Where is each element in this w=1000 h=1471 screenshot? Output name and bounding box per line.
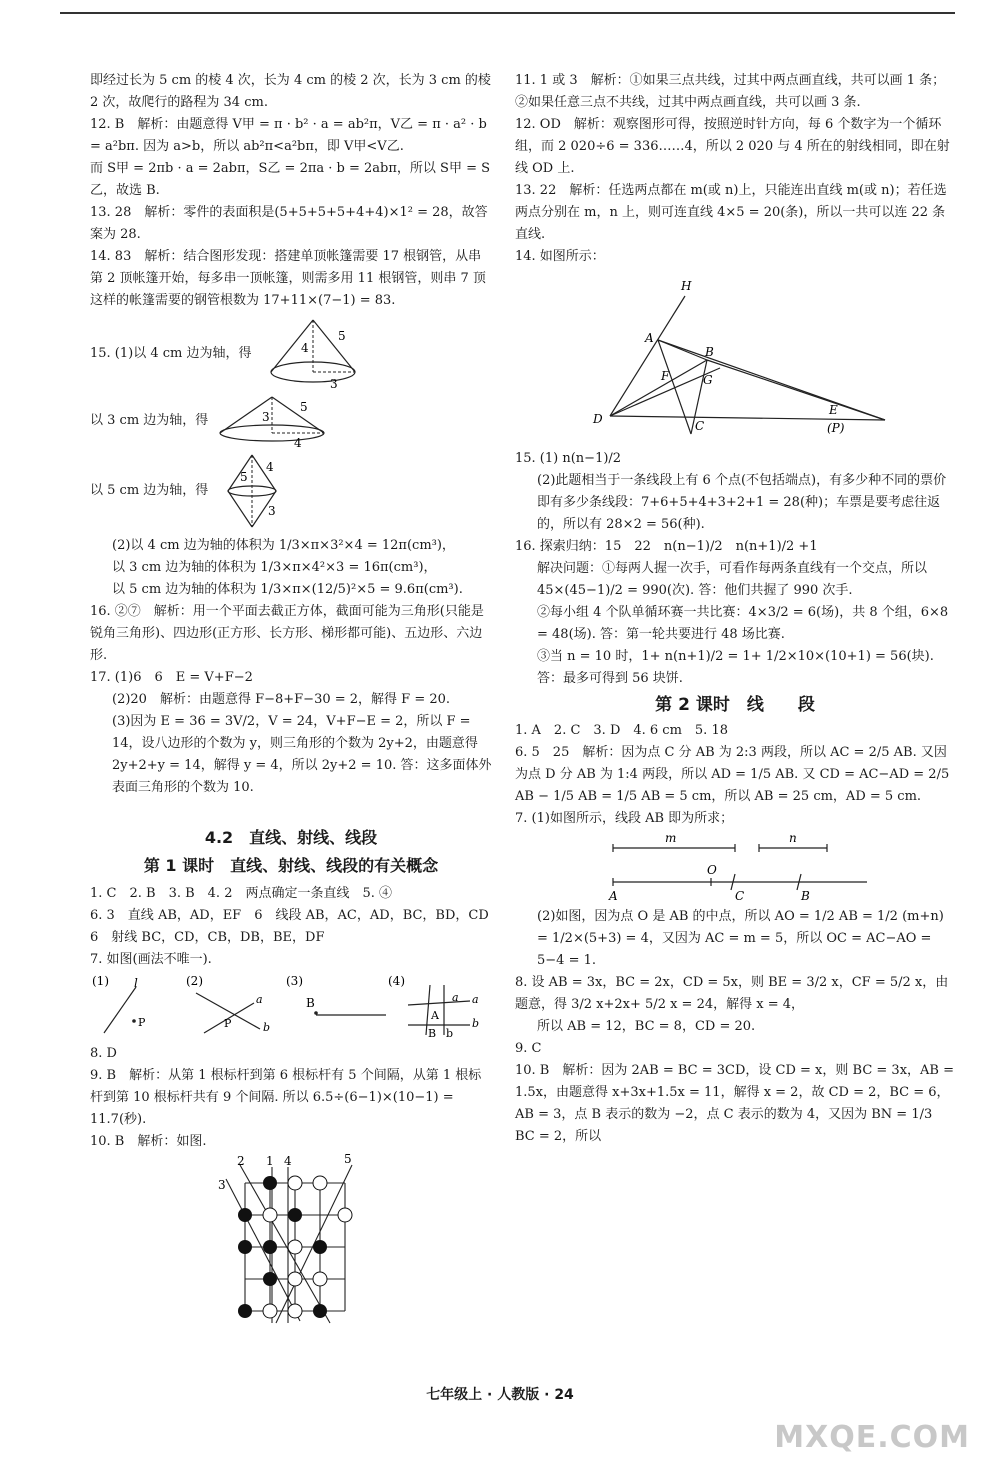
cone1-label-radius: 3 — [329, 377, 338, 391]
point-H: H — [681, 279, 692, 293]
geometry-figure — [515, 268, 955, 448]
answer-r14: 14. 如图所示： — [515, 249, 605, 264]
point-C: C — [695, 419, 705, 433]
lesson-title: 第 1 课时 直线、射线、线段的有关概念 — [143, 856, 439, 875]
answer-r12: 12. OD 解析：观察图形可得，按照逆时针方向，每 6 个数字为一个循环组，而 2 020÷6 = 336……4，所以 2 020 与 4 所在的射线相同，即在射线 OD 上. — [515, 117, 950, 176]
fig7-label-4: (4) — [388, 974, 405, 988]
section-title: 4.2 直线、射线、线段 — [204, 828, 378, 847]
answer-17-2: (2)20 解析：由题意得 F−8+F−30 = 2，解得 F = 20. — [112, 692, 451, 707]
fig7-label-b-point: B — [306, 996, 315, 1010]
answer-r11: 11. 1 或 3 解析：①如果三点共线，过其中两点画直线，共可以画 1 条；②如果任意三点不共线，过其中两点画直线，共可以画 3 条. — [515, 73, 946, 110]
fig7-label-2: (2) — [186, 974, 203, 988]
grid-label-1: 1 — [266, 1154, 274, 1168]
fig7-label-a1: a — [256, 993, 263, 1006]
answer-8: 8. D — [90, 1046, 117, 1061]
fig7-label-B: B — [428, 1027, 437, 1039]
fig7-label-A: A — [431, 1009, 439, 1022]
answer-15-volume-2: 以 3 cm 边为轴的体积为 1/3×π×4²×3 = 16π(cm³)， — [112, 560, 437, 575]
answer-13: 13. 28 解析：零件的表面积是(5+5+5+5+4+4)×1² = 28，故答案为 28. — [90, 205, 488, 242]
point-P: (P) — [827, 421, 845, 435]
cone3-label-axis: 5 — [240, 470, 248, 484]
answer-15-volume-3: 以 5 cm 边为轴的体积为 1/3×π×(12/5)²×5 = 9.6π(cm³). — [112, 582, 463, 597]
answer-r15-1: 15. (1) n(n−1)/2 — [515, 451, 622, 466]
grid-label-2: 2 — [237, 1154, 245, 1168]
answer-7: 7. 如图(画法不唯一). — [90, 952, 212, 967]
fig7-label-p1: P — [138, 1016, 146, 1029]
fig7-label-b3: b — [446, 1027, 454, 1039]
answer-17-1: 17. (1)6 6 E = V+F−2 — [90, 670, 253, 685]
point-B: B — [705, 345, 714, 359]
answer-r6: 6. 5 25 解析：因为点 C 分 AB 为 2:3 两段，所以 AC = 2/5 AB. 又因为点 D 分 AB 为 1:4 两段，所以 AD = 1/5 AB. 又 CD = AC−AD = 2/5 AB − 1/5 AB = 1/5 AB = 5 cm，所以 AB = 25 cm，AD = 5 cm. — [515, 745, 950, 804]
answer-r16-2: 解决问题：①每两人握一次手，可看作每两条直线有一个交点，所以 45×(45−1)/2 = 990(次). 答：他们共握了 990 次手. — [537, 561, 928, 598]
cone-figure-2 — [214, 391, 334, 451]
answer-6: 6. 3 直线 AB，AD，EF 6 线段 AB，AC，AD，BC，BD，CD 6 射线 BC，CD，CB，DB，BE，DF — [90, 908, 502, 945]
grid-label-5: 5 — [344, 1153, 352, 1166]
answer-r15-2: (2)此题相当于一条线段上有 6 个点(不包括端点)，有多少种不同的票价即有多少条线段：7+6+5+4+3+2+1 = 28(种)；车票是要考虑往返的，所以有 28×2 = 56(种). — [537, 473, 947, 532]
answer-15-2: 以 3 cm 边为轴，得 — [90, 413, 209, 428]
cone2-label-height: 3 — [262, 410, 270, 424]
answer-10: 10. B 解析：如图. — [90, 1134, 207, 1149]
answer-r16-3: ②每小组 4 个队单循环赛一共比赛：4×3/2 = 6(场)，共 8 个组，6×8 = 48(场). 答：第一轮共要进行 48 场比赛. — [537, 605, 949, 642]
go-board-figure — [90, 1153, 490, 1338]
point-F: F — [661, 369, 670, 383]
answer-16: 16. ②⑦ 解析：用一个平面去截正方体，截面可能为三角形(只能是锐角三角形)、四边形(正方形、长方形、梯形都可能)、五边形、六边形. — [90, 604, 484, 663]
answers-r1-5: 1. A 2. C 3. D 4. 6 cm 5. 18 — [515, 723, 728, 738]
cone3-label-bottom: 3 — [268, 504, 276, 518]
fig7-label-1: (1) — [92, 974, 109, 988]
cone1-label-height: 4 — [300, 341, 309, 355]
seg-label-O: O — [707, 863, 717, 877]
top-rule — [60, 12, 955, 14]
answer-r8-cont: 所以 AB = 12，BC = 8，CD = 20. — [537, 1019, 756, 1034]
answer-14: 14. 83 解析：结合图形发现：搭建单顶帐篷需要 17 根钢管，从串第 2 顶帐篷开始，每多串一顶帐篷，则需多用 11 根钢管，则串 7 顶这样的帐篷需要的钢管根数为 17+11×(7−1) = 83. — [90, 249, 486, 308]
seg-label-m: m — [665, 831, 677, 845]
answer-17-3: (3)因为 E = 36 = 3V/2，V = 24，V+F−E = 2，所以 F = 14，设八边形的个数为 y，则三角形的个数为 2y+2，由题意得 2y+2+y = 14，解得 y = 4，所以 2y+2 = 10. 答：这多面体外表面三角形的个数为 10. — [112, 714, 492, 795]
right-column — [515, 70, 955, 1148]
answer-12: 12. B 解析：由题意得 V甲 = π · b² · a = ab²π，V乙 = π · a² · b = a²bπ. 因为 a>b，所以 ab²π<a²bπ，即 V甲<V乙. — [90, 117, 487, 154]
double-cone-figure — [214, 451, 294, 531]
answer-12-cont: 而 S甲 = 2πb · a = 2abπ，S乙 = 2πa · b = 2abπ，所以 S甲 = S乙，故选 B. — [90, 161, 491, 198]
cone3-label-top: 4 — [266, 460, 274, 474]
line-drawings-figure — [90, 971, 490, 1039]
watermark: MXQE.COM — [774, 1420, 970, 1455]
answers-1-5: 1. C 2. B 3. B 4. 2 两点确定一条直线 5. ④ — [90, 886, 393, 901]
cone2-label-slant: 5 — [300, 400, 308, 414]
grid-label-3: 3 — [218, 1178, 226, 1192]
cone1-label-slant: 5 — [337, 329, 346, 343]
seg-label-C: C — [735, 889, 745, 903]
segment-figure — [515, 830, 955, 906]
answer-r8: 8. 设 AB = 3x，BC = 2x，CD = 5x，则 BE = 3/2 x，CF = 5/2 x，由题意，得 3/2 x+2x+ 5/2 x = 24，解得 x = 4， — [515, 975, 949, 1012]
fig7-label-a3: a — [452, 991, 459, 1004]
lesson-2-title: 第 2 课时 线 段 — [655, 695, 815, 715]
fig7-label-3: (3) — [286, 974, 303, 988]
page-footer: 七年级上 · 人教版 · 24 — [426, 1387, 574, 1403]
point-A: A — [645, 331, 654, 345]
answer-text: 即经过长为 5 cm 的棱 4 次，长为 4 cm 的棱 2 次，长为 3 cm 的棱 2 次，故爬行的路程为 34 cm. — [90, 73, 491, 110]
cone2-label-radius: 4 — [294, 436, 302, 450]
left-column — [90, 70, 502, 1338]
answer-r10: 10. B 解析：因为 2AB = BC = 3CD，设 CD = x，则 BC = 3x，AB = 1.5x，由题意得 x+3x+1.5x = 11，解得 x = 2，故 CD = 2，BC = 6，AB = 3，点 B 表示的数为 −2，点 C 表示的数为 4，又因为 BN = 1/3 BC = 2，所以 — [515, 1063, 954, 1144]
fig7-label-a2: a — [472, 993, 479, 1006]
cone-figure-1 — [258, 316, 368, 391]
fig7-label-b1: b — [263, 1021, 271, 1034]
fig7-label-p2: P — [224, 1017, 232, 1030]
answer-r13: 13. 22 解析：任选两点都在 m(或 n)上，只能连出直线 m(或 n)；若任选两点分别在 m，n 上，则可连直线 4×5 = 20(条)，所以一共可以连 22 条直线. — [515, 183, 947, 242]
answer-r16-4: ③当 n = 10 时，1+ n(n+1)/2 = 1+ 1/2×10×(10+1) = 56(块). 答：最多可得到 56 块饼. — [537, 649, 934, 686]
point-E: E — [829, 403, 838, 417]
answer-r9: 9. C — [515, 1041, 542, 1056]
point-G: G — [703, 373, 713, 387]
answer-15-1: 15. (1)以 4 cm 边为轴，得 — [90, 345, 252, 361]
answer-15-3: 以 5 cm 边为轴，得 — [90, 483, 209, 498]
answer-r7-2: (2)如图，因为点 O 是 AB 的中点，所以 AO = 1/2 AB = 1/2 (m+n) = 1/2×(5+3) = 4，又因为 AC = m = 5，所以 OC = AC−AO = 5−4 = 1. — [537, 909, 944, 968]
answer-9: 9. B 解析：从第 1 根标杆到第 6 根标杆有 5 个间隔，从第 1 根标杆到第 10 根标杆共有 9 个间隔. 所以 6.5÷(6−1)×(10−1) = 11.7(秒). — [90, 1068, 482, 1127]
fig7-label-b2: b — [472, 1017, 480, 1030]
fig7-label-l: l — [134, 976, 138, 990]
answer-r16-1: 16. 探索归纳：15 22 n(n−1)/2 n(n+1)/2 +1 — [515, 539, 818, 554]
grid-label-4: 4 — [284, 1154, 292, 1168]
answer-15-volume-1: (2)以 4 cm 边为轴的体积为 1/3×π×3²×4 = 12π(cm³)， — [112, 538, 455, 553]
answer-r7-1: 7. (1)如图所示，线段 AB 即为所求； — [515, 811, 734, 826]
seg-label-A: A — [609, 889, 618, 903]
seg-label-n: n — [789, 831, 797, 845]
seg-label-B: B — [801, 889, 810, 903]
point-D: D — [593, 412, 603, 426]
